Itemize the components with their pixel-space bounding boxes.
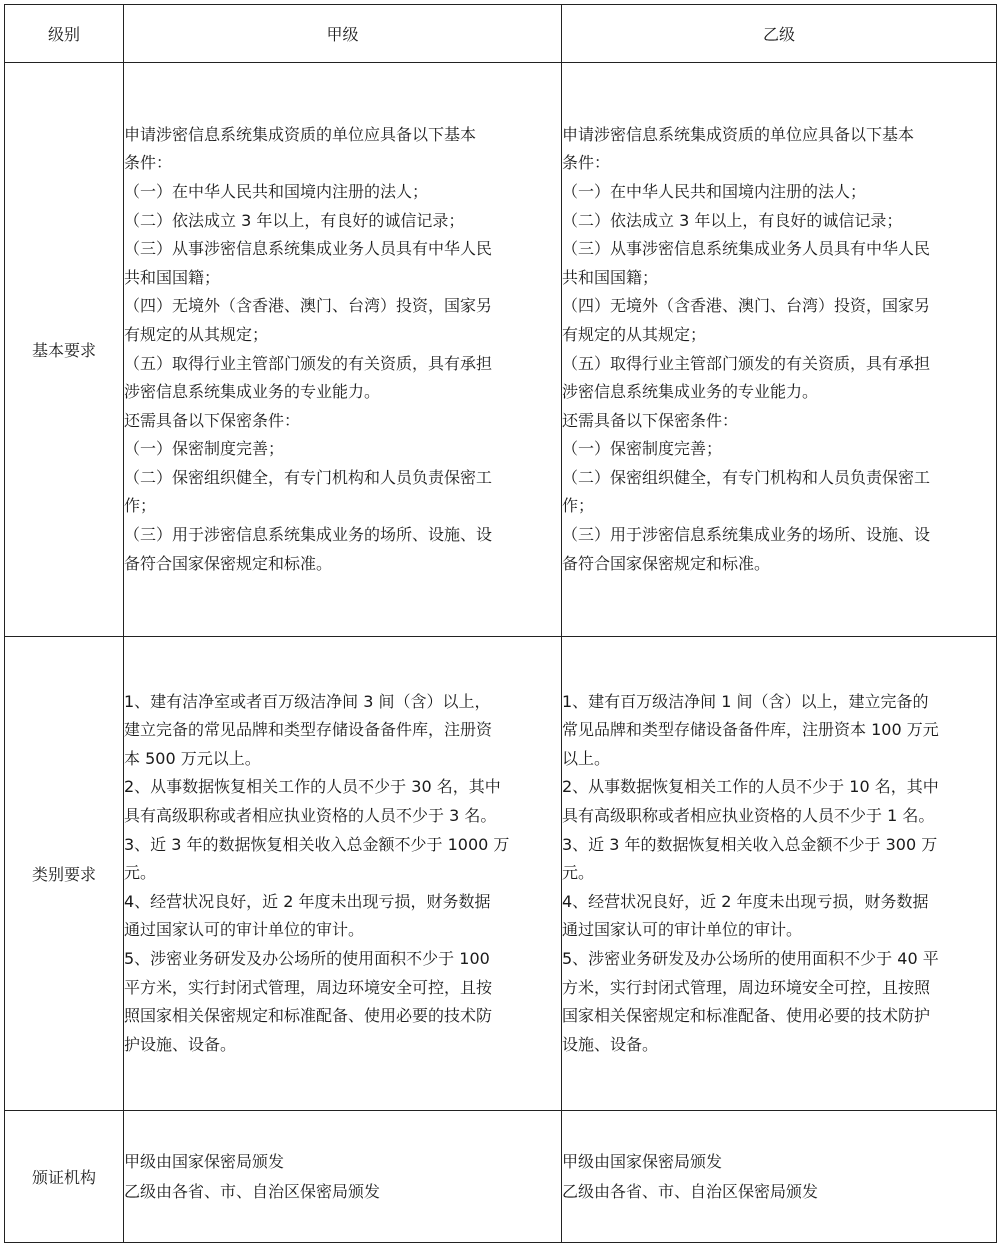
text-line: 照国家相关保密规定和标准配备、使用必要的技术防 — [124, 1006, 493, 1026]
text-line: 备符合国家保密规定和标准。 — [562, 553, 771, 573]
text-line: 常见品牌和类型存储设备备件库，注册资本 100 万元 — [562, 720, 939, 740]
issuing-authority-grade-a — [124, 1111, 562, 1243]
text-line: （二）保密组织健全，有专门机构和人员负责保密工 — [124, 467, 493, 487]
text-line: 还需具备以下保密条件： — [124, 410, 301, 430]
text-line: （二）保密组织健全，有专门机构和人员负责保密工 — [562, 467, 931, 487]
text-line: 有规定的从其规定； — [124, 324, 269, 344]
text-line: （二）依法成立 3 年以上，有良好的诚信记录； — [562, 210, 903, 230]
text-line: 5、涉密业务研发及办公场所的使用面积不少于 100 — [124, 948, 490, 968]
text-line: 作； — [124, 496, 157, 516]
issuing-authority-grade-b — [562, 1111, 997, 1243]
header-level: 级别 — [5, 5, 124, 63]
text-line: 申请涉密信息系统集成资质的单位应具备以下基本 — [124, 124, 477, 144]
text-line: 涉密信息系统集成业务的专业能力。 — [562, 382, 819, 402]
text-line: 具有高级职称或者相应执业资格的人员不少于 1 名。 — [562, 806, 935, 826]
basic-requirements-label: 基本要求 — [5, 63, 124, 637]
text-line: 条件： — [124, 153, 173, 173]
text-line: 还需具备以下保密条件： — [562, 410, 739, 430]
text-line: 通过国家认可的审计单位的审计。 — [562, 920, 803, 940]
text-line: 方米，实行封闭式管理，周边环境安全可控，且按照 — [562, 977, 931, 997]
issuing-authority-row — [5, 1111, 997, 1243]
text-line: 共和国国籍； — [124, 267, 221, 287]
text-line: 作； — [562, 496, 595, 516]
text-line: （一）在中华人民共和国境内注册的法人； — [562, 181, 867, 201]
text-line: 平方米，实行封闭式管理，周边环境安全可控，且按 — [124, 977, 493, 997]
text-line: （一）保密制度完善； — [124, 439, 285, 459]
text-line: （一）在中华人民共和国境内注册的法人； — [124, 181, 429, 201]
text-line: 建立完备的常见品牌和类型存储设备备件库，注册资 — [124, 720, 493, 740]
qualification-table — [4, 4, 997, 1243]
text-line: （二）依法成立 3 年以上，有良好的诚信记录； — [124, 210, 465, 230]
category-requirements-row — [5, 637, 997, 1111]
text-line: 甲级由国家保密局颁发 — [562, 1151, 723, 1171]
text-line: （四）无境外（含香港、澳门、台湾）投资，国家另 — [124, 296, 493, 316]
text-line: （三）用于涉密信息系统集成业务的场所、设施、设 — [562, 525, 931, 545]
text-line: 2、从事数据恢复相关工作的人员不少于 10 名，其中 — [562, 777, 939, 797]
text-line: 4、经营状况良好，近 2 年度未出现亏损，财务数据 — [124, 891, 491, 911]
text-line: （四）无境外（含香港、澳门、台湾）投资，国家另 — [562, 296, 931, 316]
text-line: 具有高级职称或者相应执业资格的人员不少于 3 名。 — [124, 806, 497, 826]
text-line: （三）用于涉密信息系统集成业务的场所、设施、设 — [124, 525, 493, 545]
text-line: 通过国家认可的审计单位的审计。 — [124, 920, 365, 940]
text-line: 涉密信息系统集成业务的专业能力。 — [124, 382, 381, 402]
text-line: 5、涉密业务研发及办公场所的使用面积不少于 40 平 — [562, 948, 939, 968]
text-line: （五）取得行业主管部门颁发的有关资质，具有承担 — [124, 353, 493, 373]
issuing-authority-label: 颁证机构 — [5, 1111, 124, 1243]
text-line: 乙级由各省、市、自治区保密局颁发 — [562, 1181, 819, 1201]
text-line: 护设施、设备。 — [124, 1034, 237, 1054]
text-line: 3、近 3 年的数据恢复相关收入总金额不少于 1000 万 — [124, 834, 510, 854]
header-row — [5, 5, 997, 63]
text-line: 1、建有洁净室或者百万级洁净间 3 间（含）以上， — [124, 691, 491, 711]
text-line: 申请涉密信息系统集成资质的单位应具备以下基本 — [562, 124, 915, 144]
text-line: （一）保密制度完善； — [562, 439, 723, 459]
basic-requirements-grade-b — [562, 63, 997, 637]
text-line: （三）从事涉密信息系统集成业务人员具有中华人民 — [124, 239, 493, 259]
text-line: （三）从事涉密信息系统集成业务人员具有中华人民 — [562, 239, 931, 259]
text-line: 甲级由国家保密局颁发 — [124, 1151, 285, 1171]
text-line: 3、近 3 年的数据恢复相关收入总金额不少于 300 万 — [562, 834, 938, 854]
text-line: 本 500 万元以上。 — [124, 748, 261, 768]
text-line: 条件： — [562, 153, 611, 173]
basic-requirements-grade-a — [124, 63, 562, 637]
header-grade-b: 乙级 — [562, 5, 997, 63]
text-line: 1、建有百万级洁净间 1 间（含）以上，建立完备的 — [562, 691, 929, 711]
category-requirements-grade-a — [124, 637, 562, 1111]
text-line: 4、经营状况良好，近 2 年度未出现亏损，财务数据 — [562, 891, 929, 911]
text-line: 乙级由各省、市、自治区保密局颁发 — [124, 1181, 381, 1201]
text-line: 2、从事数据恢复相关工作的人员不少于 30 名，其中 — [124, 777, 501, 797]
basic-requirements-row — [5, 63, 997, 637]
text-line: 备符合国家保密规定和标准。 — [124, 553, 333, 573]
text-line: 设施、设备。 — [562, 1034, 659, 1054]
text-line: 元。 — [124, 863, 157, 883]
text-line: 以上。 — [562, 748, 611, 768]
header-grade-a: 甲级 — [124, 5, 562, 63]
text-line: 国家相关保密规定和标准配备、使用必要的技术防护 — [562, 1006, 931, 1026]
text-line: （五）取得行业主管部门颁发的有关资质，具有承担 — [562, 353, 931, 373]
category-requirements-grade-b — [562, 637, 997, 1111]
text-line: 共和国国籍； — [562, 267, 659, 287]
text-line: 元。 — [562, 863, 595, 883]
text-line: 有规定的从其规定； — [562, 324, 707, 344]
category-requirements-label: 类别要求 — [5, 637, 124, 1111]
